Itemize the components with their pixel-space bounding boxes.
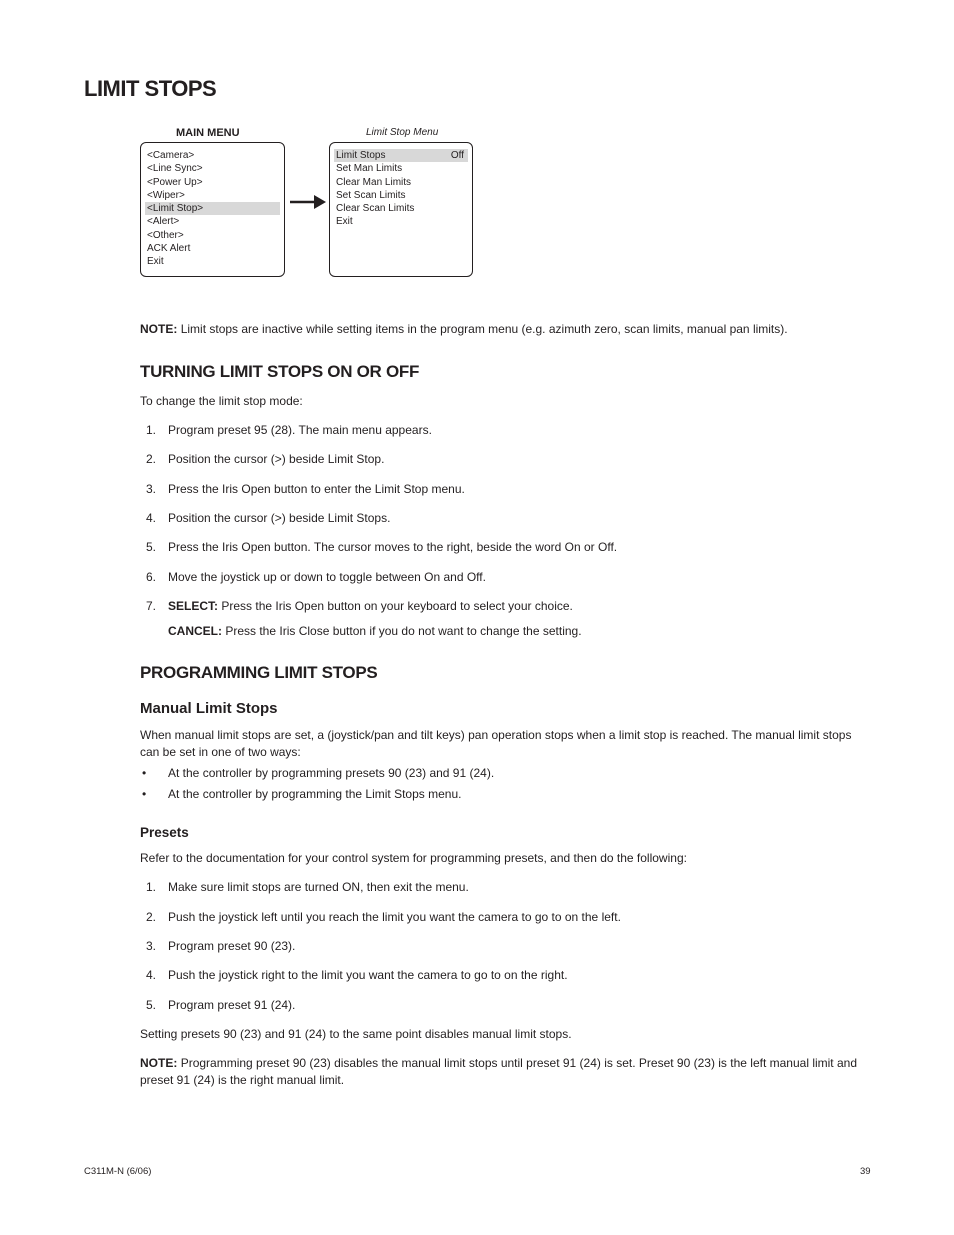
main-menu-box [140, 142, 285, 277]
limit-menu-item: Clear Scan Limits [336, 203, 415, 215]
main-menu-label: MAIN MENU [176, 127, 240, 139]
step-text: Make sure limit stops are turned ON, then exit the menu. [168, 880, 469, 894]
select-text: Press the Iris Open button on your keyboard to select your choice. [221, 599, 573, 613]
bullet-icon: • [142, 787, 147, 801]
bullet-text: At the controller by programming presets 90 (23) and 91 (24). [168, 766, 495, 780]
bullet-text: At the controller by programming the Limit Stops menu. [168, 787, 462, 801]
limit-menu-item-value: Off [450, 150, 464, 161]
arrow-right-icon [290, 194, 326, 210]
step-text: Position the cursor (>) beside Limit Stop. [168, 452, 385, 466]
page-title: LIMIT STOPS [84, 76, 217, 101]
limit-menu-item-label: Limit Stops [336, 150, 386, 161]
subheading-presets: Presets [140, 825, 189, 840]
note-text: Programming preset 90 (23) disables the manual limit stops until preset 91 (24) is set. Preset 90 (23) is the left manual limit and preset 91 (24) is the right manual limit. [140, 1056, 857, 1087]
step-text: Program preset 95 (28). The main menu appears. [168, 423, 432, 437]
step-text: Press the Iris Open button to enter the Limit Stop menu. [168, 482, 465, 496]
limit-menu-item-selected [334, 149, 468, 162]
note-paragraph [140, 321, 870, 338]
cancel-label: CANCEL: [168, 624, 222, 638]
limit-menu-item: Clear Man Limits [336, 176, 412, 188]
presets-intro: Refer to the documentation for your control system for programming presets, and then do the following: [140, 851, 687, 865]
subheading-manual-limit-stops: Manual Limit Stops [140, 700, 278, 717]
footer-doc-id: C311M-N (6/06) [84, 1166, 152, 1177]
main-menu-item: <Alert> [147, 216, 180, 228]
step-text: Push the joystick right to the limit you want the camera to go to on the right. [168, 968, 568, 982]
step-text: Press the Iris Open button. The cursor moves to the right, beside the word On or Off. [168, 540, 618, 554]
step-text: Move the joystick up or down to toggle between On and Off. [168, 570, 486, 584]
section-heading-turning-limit-stops: TURNING LIMIT STOPS ON OR OFF [140, 362, 420, 381]
limit-menu-item: Set Scan Limits [336, 189, 406, 201]
limit-stop-menu-box [329, 142, 473, 277]
limit-menu-label: Limit Stop Menu [366, 127, 439, 138]
note-text: Limit stops are inactive while setting items in the program menu (e.g. azimuth zero, scan limits, manual pan limits). [180, 322, 788, 336]
main-menu-item-selected: <Limit Stop> [145, 202, 280, 215]
after-steps-paragraph: Setting presets 90 (23) and 91 (24) to the same point disables manual limit stops. [140, 1027, 572, 1041]
step-text [168, 598, 573, 614]
step-text: Program preset 90 (23). [168, 939, 296, 953]
main-menu-item: <Camera> [147, 150, 195, 161]
bullet-icon: • [142, 766, 147, 780]
main-menu-item: ACK Alert [147, 243, 191, 255]
select-label: SELECT: [168, 599, 219, 613]
section-intro: To change the limit stop mode: [140, 394, 303, 408]
note-label: NOTE: [140, 1056, 178, 1070]
note-label: NOTE: [140, 322, 178, 336]
main-menu-item: <Other> [147, 229, 184, 241]
limit-menu-item: Exit [336, 216, 353, 228]
main-menu-item: <Line Sync> [147, 163, 203, 175]
main-menu-item: <Power Up> [147, 176, 203, 188]
step-text: Program preset 91 (24). [168, 998, 296, 1012]
step-text: Position the cursor (>) beside Limit Stops. [168, 511, 391, 525]
step-text: Push the joystick left until you reach the limit you want the camera to go to on the left. [168, 910, 621, 924]
section-heading-programming-limit-stops: PROGRAMMING LIMIT STOPS [140, 663, 378, 682]
main-menu-item: <Wiper> [147, 189, 185, 201]
note-paragraph [140, 1055, 870, 1088]
footer-page-number: 39 [860, 1166, 871, 1177]
manual-limit-stops-paragraph: When manual limit stops are set, a (joystick/pan and tilt keys) pan operation stops when a limit stop is reached. The manual limit stops can be set in one of two ways: [140, 728, 852, 759]
limit-menu-item: Set Man Limits [336, 163, 403, 175]
main-menu-item: Exit [147, 256, 164, 268]
cancel-text: Press the Iris Close button if you do not want to change the setting. [225, 624, 582, 638]
